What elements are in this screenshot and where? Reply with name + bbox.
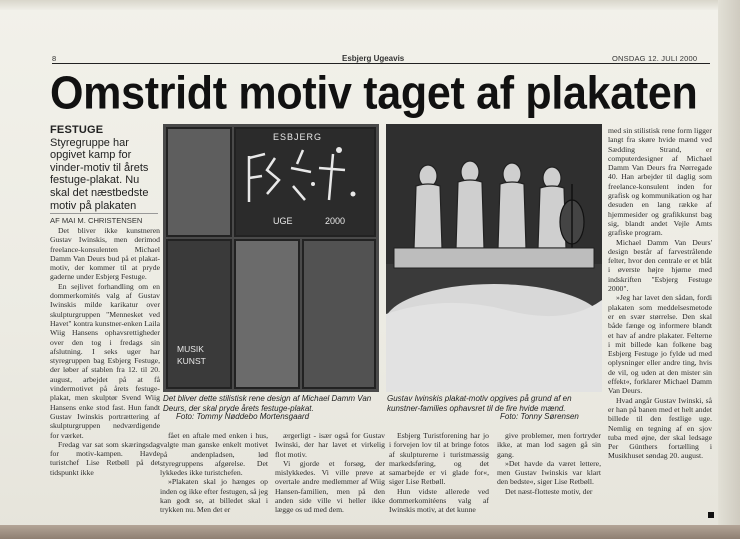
article-column-bottom-2 — [275, 431, 385, 521]
paragraph: Esbjerg Turistforening har jo i forvejen lov til at bringe fotos af skulpturerne i turistmæssig markedsføring, og det samarbejde er vi glade for«, siger Lise Retbøll. — [389, 431, 489, 487]
article-column-bottom-4 — [497, 431, 601, 521]
caricature-graphic — [386, 124, 602, 392]
lead-text: Styregruppe har opgivet kamp for vinder-motiv til årets festuge-plakat. Nu skal det næstbedste motiv på plakaten — [50, 136, 149, 212]
paragraph: Hun vidste allerede ved dommerkomitéens valg af Iwinskis motiv, at det kunne — [389, 486, 489, 515]
paragraph: »Jeg har lavet den sådan, fordi plakaten som meddelsesmetode er en svær størrelse. Den skal både fænge og informere blandt et hav af andre plakater. Felterne i mit billede kan folkene bag Esbjerg Festuge jo fylde ud med oplysninger eller andre ting, hvis de vil, og uden at den mister sin effekt«, forklarer Michael Damm Van Deurs. — [608, 293, 712, 396]
page-number: 8 — [52, 54, 57, 63]
table-surface — [0, 525, 740, 539]
poster-uge-label: UGE — [273, 216, 293, 226]
paragraph: Michael Damm Van Deurs' design består af farvestrålende felter, hvor den centrale er et blåt i øverste højre hjørne med indskriften "Esbjerg Festuge 2000". — [608, 237, 712, 294]
paragraph: Hvad angår Gustav Iwinski, så er han på banen med et helt andet billede til den festlige uge. Nemlig en tegning af en sjov tuba med øjne, der skal ledsage Per Günthers fortælling i Musikhuset søndag 20. august. — [608, 395, 712, 461]
lead-paragraph — [50, 124, 158, 212]
paragraph: »Plakaten skal jo hænges op inden og ikke efter festugen, så jeg kan godt se, at billedet skal i trykken nu. Men det er — [160, 477, 268, 515]
poster-title-esbjerg: ESBJERG — [273, 132, 323, 142]
paragraph: »Det havde da været lettere, men Gustav Iwinskis var klart den bedste«, siger Lise Retbøll. — [497, 458, 601, 487]
article-column-right — [608, 126, 712, 488]
page-edge — [718, 0, 740, 539]
article-column-bottom-3 — [389, 431, 489, 521]
paragraph: give problemer, men fortryder ikke, at man lod sagen gå sin gang. — [497, 431, 601, 459]
paragraph: fået en aftale med enken i hus, valgte man ganske enkelt motivet på andenpladsen, lød styregruppens afgørelse. Det lykkedes ikke turistchefen. — [160, 431, 268, 478]
headline: Omstridt motiv taget af plakaten — [50, 67, 698, 120]
poster-year-label: 2000 — [325, 216, 346, 226]
issue-date: ONSDAG 12. JULI 2000 — [612, 54, 698, 63]
paragraph: ærgerligt - især også for Gustav Iwinski, der har lavet et virkelig flot motiv. — [275, 431, 385, 459]
lead-kicker: FESTUGE — [50, 124, 104, 136]
paragraph: med sin stilistisk rene form ligger langt fra skøre hvide mænd ved Sædding Strand, er computerdesigner af Michael Damm Van Deurs fra Nørregade 40. Han arbejder til daglig som freelance-konsulent inden for grafisk og kommunikation og har desuden en lang række af hjemmesider og grafikkunst bag sig, blandt andet Vejle Amts grafiske program. — [608, 126, 712, 238]
photo-credit-1: Foto: Tommy Nøddebo Mortensgaard — [176, 412, 310, 421]
poster-kunst-label: KUNST — [177, 356, 206, 366]
page-fold-shadow — [0, 0, 740, 10]
article-end-mark — [708, 512, 714, 518]
article-column-left — [50, 226, 160, 516]
poster-fest-word — [245, 158, 247, 159]
paragraph: Det næst-flotteste motiv, der — [505, 486, 593, 496]
sculpture-caricature-photo — [386, 124, 602, 392]
paragraph: Det bliver ikke kunstneren Gustav Iwinskis, men derimod freelance-konsulenten Michael Damm Van Deurs bud på et plakat-motiv, der kommer til at pryde gaderne under Esbjerg Festuge. — [50, 226, 160, 282]
photo-caption-1: Det bliver dette stilistisk rene design af Michael Damm Van Deurs, der skal pryde årets festuge-plakat. — [163, 394, 372, 413]
paragraph: Vi gjorde et forsøg, der mislykkedes. Vi ville prøve at overtale andre medlemmer af Wiig Hansen-familien, men på den anden side ville vi heller ikke lægge os ud med dem. — [275, 458, 385, 515]
paragraph: En sejlivet forhandling om en dommerkomités valg af Gustav Iwinskis milde karikatur over skulpturgruppen "Mennesket ved Havet" kontra kunstner-enken Laila Wiig Hansens ophavsrettigheder over den tog i fredags sin afslutning. I seks uger har styregruppen bag Esbjerg Festuge, der løber af stablen fra 12. til 20. august, arbejdet på at få vindermotivet på årets festuge-plakat, men skulptør Svend Wiig Hansens enke stod fast. Hun fandt Gustav Iwinskis portrættering af skulpturgruppen nedværdigende for værket. — [50, 281, 160, 440]
poster-design-photo — [163, 124, 379, 392]
newspaper-name: Esbjerg Ugeavis — [342, 54, 405, 63]
poster-musik-label: MUSIK — [177, 344, 204, 354]
paragraph: Fredag var sat som skæringsdag for motiv-kampen. Havde turistchef Lise Retbøll på det tidspunkt ikke — [50, 439, 160, 477]
photo-caption-2: Gustav Iwinskis plakat-motiv opgives på grund af en kunstner-families ophavsret til de fire hvide mænd. — [387, 394, 572, 413]
byline: AF MAI M. CHRISTENSEN — [50, 213, 158, 225]
photo-credit-2: Foto: Tonny Sørensen — [500, 412, 579, 421]
article-column-bottom-1 — [160, 431, 268, 521]
